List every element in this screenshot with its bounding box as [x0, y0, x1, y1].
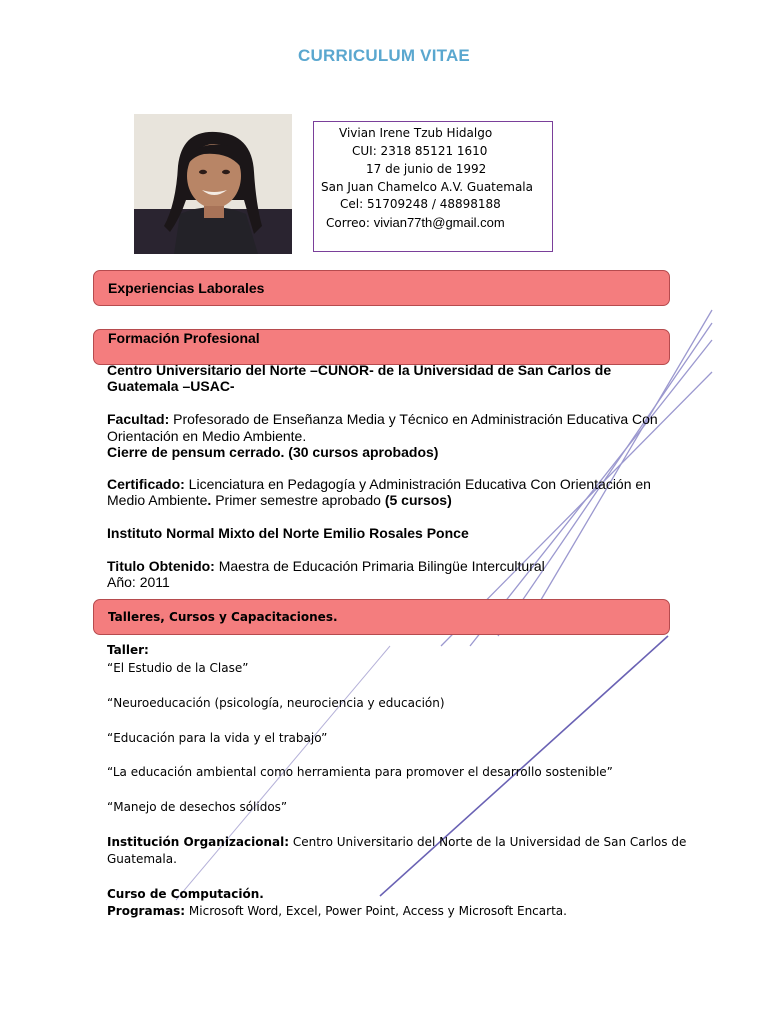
profile-photo [134, 114, 292, 254]
programs-line [107, 904, 567, 918]
contact-phone [340, 196, 501, 214]
document-title: CURRICULUM VITAE [298, 46, 470, 65]
workshop-item: “El Estudio de la Clase” [107, 661, 249, 675]
degree-line [107, 558, 545, 574]
organizing-institution-value: Centro Universitario del Norte de la Universidad de San Carlos de [289, 835, 687, 849]
pensum-status: Cierre de pensum cerrado. (30 cursos aprobados) [107, 444, 439, 460]
workshop-item: “La educación ambiental como herramienta para promover el desarrollo sostenible” [107, 765, 613, 779]
contact-phone-value: 51709248 / 48898188 [366, 197, 501, 211]
certificate-line2 [107, 492, 452, 508]
faculty-line2: Orientación en Medio Ambiente. [107, 428, 307, 444]
institute-name: Instituto Normal Mixto del Norte Emilio Rosales Ponce [107, 525, 469, 541]
certificate-value: Licenciatura en Pedagogía y Administración Educativa Con Orientación en [184, 476, 651, 492]
certificate-line1 [107, 476, 651, 492]
contact-cui: CUI: 2318 85121 1610 [352, 144, 488, 158]
university-name-line1: Centro Universitario del Norte –CUNOR- de la Universidad de San Carlos de [107, 362, 612, 378]
workshop-item: “Manejo de desechos sólidos” [107, 800, 288, 814]
degree-year: Año: 2011 [107, 574, 170, 590]
contact-email-value: vivian77th@gmail.com [373, 215, 505, 230]
section-title-education: Formación Profesional [108, 330, 260, 346]
certificate-line2-period: . [207, 492, 216, 508]
contact-address: San Juan Chamelco A.V. Guatemala [321, 180, 533, 194]
faculty-line1 [107, 411, 658, 427]
contact-phone-label: Cel: [340, 197, 367, 211]
contact-name: Vivian Irene Tzub Hidalgo [339, 126, 493, 140]
contact-birthdate: 17 de junio de 1992 [366, 162, 487, 176]
contact-email-label: Correo: [326, 216, 374, 230]
organizing-institution-label: Institución Organizacional: [107, 835, 290, 849]
section-title-workshops: Talleres, Cursos y Capacitaciones. [108, 610, 338, 624]
section-title-experience: Experiencias Laborales [108, 280, 265, 296]
workshop-item: “Educación para la vida y el trabajo” [107, 731, 328, 745]
organizing-institution-line2: Guatemala. [107, 852, 177, 866]
section-banner-education [93, 329, 670, 365]
university-name-line2: Guatemala –USAC- [107, 378, 235, 394]
degree-value: Maestra de Educación Primaria Bilingüe Intercultural [214, 558, 545, 574]
certificate-line2-part1: Medio Ambiente [107, 492, 208, 508]
contact-info-box [313, 121, 553, 252]
degree-label: Titulo Obtenido: [107, 558, 215, 574]
certificate-label: Certificado: [107, 476, 185, 492]
programs-label: Programas: [107, 904, 186, 918]
section-banner-experience [93, 270, 670, 306]
workshop-label: Taller: [107, 643, 149, 657]
workshop-item: “Neuroeducación (psicología, neurociencia y educación) [107, 696, 445, 710]
organizing-institution-line1 [107, 835, 686, 849]
programs-value: Microsoft Word, Excel, Power Point, Access y Microsoft Encarta. [185, 904, 567, 918]
certificate-courses: (5 cursos) [384, 492, 452, 508]
faculty-value: Profesorado de Enseñanza Media y Técnico en Administración Educativa Con [169, 411, 658, 427]
faculty-label: Facultad: [107, 411, 170, 427]
contact-email [326, 214, 505, 233]
certificate-line2-part2: Primer semestre aprobado [215, 492, 385, 508]
section-banner-workshops [93, 599, 670, 635]
computer-course: Curso de Computación. [107, 887, 264, 901]
